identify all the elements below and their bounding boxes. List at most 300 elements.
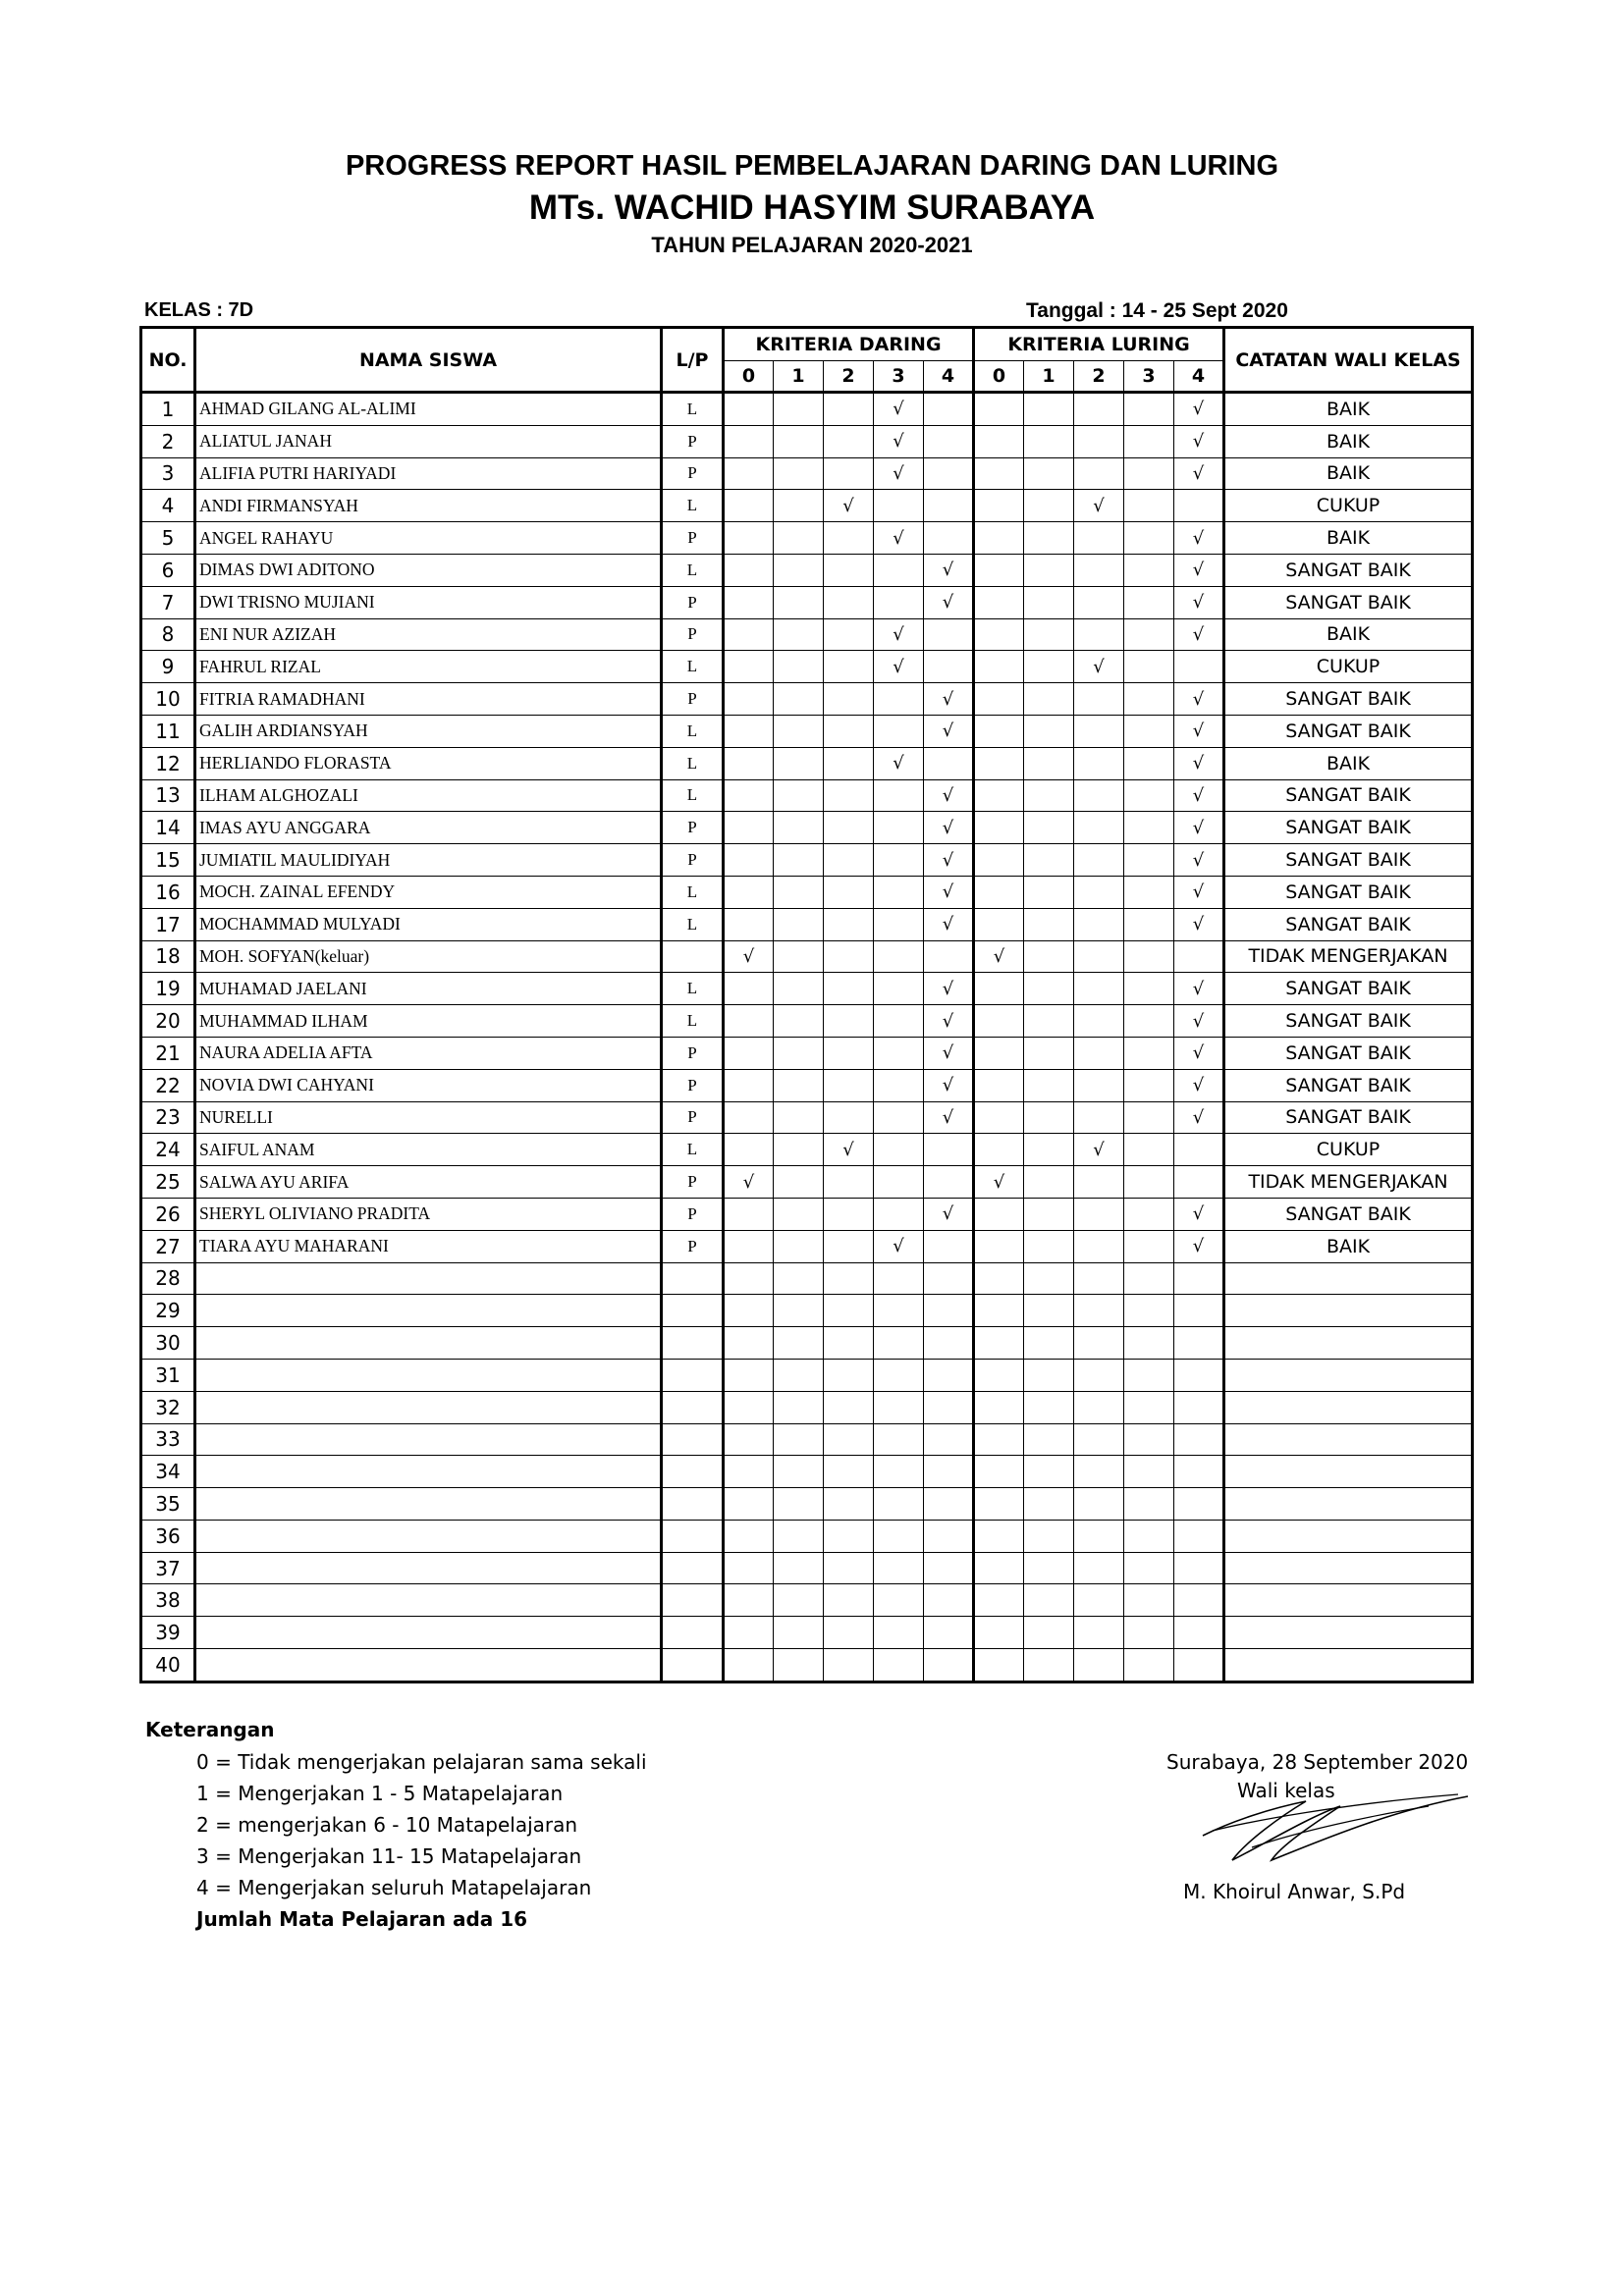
luring-level-3-cell — [1124, 1262, 1174, 1295]
table-row — [141, 586, 1473, 618]
daring-level-3-cell — [874, 779, 924, 812]
wali-kelas-note: BAIK — [1224, 1230, 1473, 1262]
table-row — [141, 1166, 1473, 1199]
daring-level-2-cell — [824, 940, 874, 973]
luring-check-mark: √ — [1174, 554, 1224, 586]
daring-level-0-cell — [724, 586, 774, 618]
legend-item-4: 4 = Mengerjakan seluruh Matapelajaran — [196, 1876, 592, 1899]
daring-level-2-cell — [824, 1262, 874, 1295]
daring-level-4-cell — [924, 425, 974, 457]
luring-level-1-cell — [1024, 618, 1074, 651]
daring-level-0-cell — [724, 425, 774, 457]
luring-level-1-cell — [1024, 1649, 1074, 1682]
gender: L — [662, 651, 724, 683]
daring-level-0-cell — [724, 876, 774, 908]
daring-level-1-cell — [774, 940, 824, 973]
daring-check-mark: √ — [874, 522, 924, 555]
daring-level-4-cell — [924, 1520, 974, 1552]
luring-level-2-cell — [1074, 1488, 1124, 1521]
table-row — [141, 457, 1473, 490]
luring-level-0-cell — [974, 715, 1024, 747]
luring-level-3-cell — [1124, 1037, 1174, 1069]
student-name — [195, 1359, 662, 1391]
daring-check-mark: √ — [924, 554, 974, 586]
daring-level-0-cell — [724, 1456, 774, 1488]
row-number: 22 — [141, 1069, 195, 1101]
daring-check-mark: √ — [824, 1134, 874, 1166]
luring-level-1-cell — [1024, 1134, 1074, 1166]
header-catatan: CATATAN WALI KELAS — [1224, 328, 1473, 393]
daring-level-0-cell — [724, 747, 774, 779]
gender: P — [662, 844, 724, 877]
student-name: NURELLI — [195, 1101, 662, 1134]
luring-level-0-cell — [974, 393, 1024, 426]
student-name — [195, 1488, 662, 1521]
luring-level-3-cell — [1124, 393, 1174, 426]
daring-level-3-cell — [874, 1456, 924, 1488]
row-number: 36 — [141, 1520, 195, 1552]
daring-level-3-cell — [874, 1005, 924, 1038]
daring-check-mark: √ — [874, 425, 924, 457]
luring-level-0-cell — [974, 1198, 1024, 1230]
luring-level-3-cell — [1124, 586, 1174, 618]
student-name: ALIFIA PUTRI HARIYADI — [195, 457, 662, 490]
daring-level-2-cell — [824, 1617, 874, 1649]
daring-check-mark: √ — [874, 393, 924, 426]
luring-level-0-cell — [974, 586, 1024, 618]
row-number: 11 — [141, 715, 195, 747]
table-row — [141, 908, 1473, 940]
daring-level-1-cell — [774, 683, 824, 716]
luring-check-mark: √ — [1174, 812, 1224, 844]
student-name: SAIFUL ANAM — [195, 1134, 662, 1166]
daring-level-1-cell — [774, 1037, 824, 1069]
luring-level-0-cell — [974, 522, 1024, 555]
gender — [662, 1327, 724, 1360]
daring-level-4-cell — [924, 1166, 974, 1199]
luring-level-0-cell — [974, 1101, 1024, 1134]
row-number: 12 — [141, 747, 195, 779]
luring-level-3-cell — [1124, 457, 1174, 490]
row-number: 17 — [141, 908, 195, 940]
luring-level-1-cell — [1024, 1166, 1074, 1199]
daring-check-mark: √ — [924, 844, 974, 877]
luring-check-mark: √ — [974, 1166, 1024, 1199]
daring-level-4-cell — [924, 1230, 974, 1262]
daring-level-1-cell — [774, 1488, 824, 1521]
daring-level-0-cell — [724, 618, 774, 651]
luring-level-3-cell — [1124, 1166, 1174, 1199]
daring-level-1-cell — [774, 1005, 824, 1038]
wali-kelas-note: SANGAT BAIK — [1224, 973, 1473, 1005]
header-lp: L/P — [662, 328, 724, 393]
luring-level-0-cell — [974, 1488, 1024, 1521]
daring-level-1-cell — [774, 1166, 824, 1199]
luring-level-1-cell — [1024, 1262, 1074, 1295]
luring-level-2-cell — [1074, 812, 1124, 844]
luring-level-2-cell — [1074, 1166, 1124, 1199]
gender: L — [662, 973, 724, 1005]
row-number: 26 — [141, 1198, 195, 1230]
signature-icon — [1193, 1787, 1473, 1875]
luring-level-0-cell — [974, 457, 1024, 490]
daring-level-0-cell — [724, 812, 774, 844]
daring-level-0-cell — [724, 522, 774, 555]
daring-level-3-cell — [874, 1295, 924, 1327]
table-row — [141, 651, 1473, 683]
daring-check-mark: √ — [874, 618, 924, 651]
daring-level-2-cell — [824, 908, 874, 940]
daring-level-3-cell — [874, 1423, 924, 1456]
row-number: 10 — [141, 683, 195, 716]
luring-level-2-cell — [1074, 1617, 1124, 1649]
luring-level-1-cell — [1024, 586, 1074, 618]
row-number: 27 — [141, 1230, 195, 1262]
daring-level-1-cell — [774, 1391, 824, 1423]
luring-level-3-cell — [1124, 1327, 1174, 1360]
table-row — [141, 1134, 1473, 1166]
luring-check-mark: √ — [1174, 1037, 1224, 1069]
daring-level-3-cell — [874, 812, 924, 844]
daring-level-1-cell — [774, 618, 824, 651]
student-name — [195, 1262, 662, 1295]
luring-level-2-cell — [1074, 1327, 1124, 1360]
daring-level-0-cell — [724, 683, 774, 716]
daring-level-3-cell — [874, 1617, 924, 1649]
wali-kelas-note: SANGAT BAIK — [1224, 844, 1473, 877]
wali-kelas-note — [1224, 1552, 1473, 1584]
daring-check-mark: √ — [924, 1037, 974, 1069]
daring-level-0-cell — [724, 1295, 774, 1327]
luring-level-0-cell — [974, 973, 1024, 1005]
luring-level-2-cell — [1074, 554, 1124, 586]
daring-level-0-cell — [724, 715, 774, 747]
daring-level-2-cell — [824, 393, 874, 426]
daring-level-2-cell — [824, 1198, 874, 1230]
luring-level-2-cell — [1074, 1262, 1124, 1295]
luring-level-4-cell — [1174, 1552, 1224, 1584]
luring-level-4-cell — [1174, 1584, 1224, 1617]
daring-level-1-cell — [774, 715, 824, 747]
row-number: 23 — [141, 1101, 195, 1134]
luring-level-1-cell — [1024, 1584, 1074, 1617]
table-row — [141, 1552, 1473, 1584]
luring-level-2-cell — [1074, 1649, 1124, 1682]
legend-item-2: 2 = mengerjakan 6 - 10 Matapelajaran — [196, 1813, 578, 1837]
header-nama: NAMA SISWA — [195, 328, 662, 393]
daring-level-0-cell — [724, 1584, 774, 1617]
header-no: NO. — [141, 328, 195, 393]
luring-level-1-cell — [1024, 1359, 1074, 1391]
luring-level-2-cell — [1074, 425, 1124, 457]
wali-kelas-note: CUKUP — [1224, 490, 1473, 522]
daring-level-2-cell — [824, 1327, 874, 1360]
header-kriteria-daring: KRITERIA DARING — [724, 328, 974, 361]
daring-level-3-cell — [874, 1649, 924, 1682]
row-number: 39 — [141, 1617, 195, 1649]
table-row — [141, 973, 1473, 1005]
wali-kelas-note — [1224, 1617, 1473, 1649]
luring-level-4-cell — [1174, 1391, 1224, 1423]
daring-level-4-cell — [924, 1552, 974, 1584]
daring-level-1-cell — [774, 908, 824, 940]
student-name — [195, 1552, 662, 1584]
student-name: ANDI FIRMANSYAH — [195, 490, 662, 522]
daring-level-1-cell — [774, 747, 824, 779]
luring-level-3-cell — [1124, 1391, 1174, 1423]
daring-level-3-cell — [874, 1488, 924, 1521]
luring-level-2-cell — [1074, 1295, 1124, 1327]
luring-level-4-cell — [1174, 1327, 1224, 1360]
daring-level-3-cell — [874, 554, 924, 586]
luring-level-1-cell — [1024, 715, 1074, 747]
daring-level-2-cell — [824, 1166, 874, 1199]
daring-level-0-cell — [724, 1069, 774, 1101]
header-luring-level-1: 1 — [1024, 361, 1074, 393]
daring-level-4-cell — [924, 1649, 974, 1682]
luring-level-0-cell — [974, 1262, 1024, 1295]
daring-level-1-cell — [774, 457, 824, 490]
student-name — [195, 1295, 662, 1327]
luring-level-3-cell — [1124, 1520, 1174, 1552]
gender: P — [662, 1069, 724, 1101]
table-row — [141, 1423, 1473, 1456]
daring-level-3-cell — [874, 1391, 924, 1423]
luring-check-mark: √ — [1174, 425, 1224, 457]
luring-level-0-cell — [974, 1584, 1024, 1617]
header-daring-level-3: 3 — [874, 361, 924, 393]
gender: P — [662, 618, 724, 651]
gender: L — [662, 1005, 724, 1038]
daring-level-0-cell — [724, 1101, 774, 1134]
row-number: 35 — [141, 1488, 195, 1521]
daring-level-2-cell — [824, 1295, 874, 1327]
luring-level-0-cell — [974, 1037, 1024, 1069]
daring-level-1-cell — [774, 1552, 824, 1584]
daring-level-0-cell — [724, 973, 774, 1005]
wali-kelas-note: BAIK — [1224, 618, 1473, 651]
daring-level-4-cell — [924, 522, 974, 555]
daring-level-4-cell — [924, 1423, 974, 1456]
luring-level-2-cell — [1074, 1037, 1124, 1069]
luring-level-4-cell — [1174, 1456, 1224, 1488]
daring-level-1-cell — [774, 490, 824, 522]
daring-level-4-cell — [924, 618, 974, 651]
luring-level-2-cell — [1074, 1069, 1124, 1101]
student-name: MOCH. ZAINAL EFENDY — [195, 876, 662, 908]
luring-level-3-cell — [1124, 876, 1174, 908]
gender: L — [662, 715, 724, 747]
luring-level-4-cell — [1174, 1649, 1224, 1682]
daring-level-1-cell — [774, 1423, 824, 1456]
row-number: 4 — [141, 490, 195, 522]
table-row — [141, 522, 1473, 555]
luring-check-mark: √ — [1174, 1230, 1224, 1262]
student-name: SHERYL OLIVIANO PRADITA — [195, 1198, 662, 1230]
daring-level-1-cell — [774, 586, 824, 618]
row-number: 34 — [141, 1456, 195, 1488]
row-number: 15 — [141, 844, 195, 877]
daring-check-mark: √ — [924, 586, 974, 618]
luring-level-2-cell — [1074, 1584, 1124, 1617]
daring-level-0-cell — [724, 844, 774, 877]
wali-kelas-note — [1224, 1456, 1473, 1488]
luring-level-0-cell — [974, 1005, 1024, 1038]
row-number: 40 — [141, 1649, 195, 1682]
daring-check-mark: √ — [924, 779, 974, 812]
wali-kelas-note: SANGAT BAIK — [1224, 1101, 1473, 1134]
luring-level-1-cell — [1024, 1230, 1074, 1262]
luring-level-1-cell — [1024, 779, 1074, 812]
luring-level-1-cell — [1024, 1423, 1074, 1456]
student-name — [195, 1649, 662, 1682]
luring-level-4-cell — [1174, 1359, 1224, 1391]
daring-level-1-cell — [774, 1198, 824, 1230]
header-kriteria-luring: KRITERIA LURING — [974, 328, 1224, 361]
luring-check-mark: √ — [1174, 1005, 1224, 1038]
daring-level-4-cell — [924, 1617, 974, 1649]
daring-level-2-cell — [824, 1488, 874, 1521]
luring-level-0-cell — [974, 1617, 1024, 1649]
luring-level-1-cell — [1024, 747, 1074, 779]
luring-level-4-cell — [1174, 1520, 1224, 1552]
wali-kelas-note — [1224, 1359, 1473, 1391]
daring-level-1-cell — [774, 425, 824, 457]
daring-level-2-cell — [824, 973, 874, 1005]
daring-level-2-cell — [824, 1037, 874, 1069]
gender: P — [662, 1230, 724, 1262]
daring-level-2-cell — [824, 1359, 874, 1391]
luring-level-3-cell — [1124, 940, 1174, 973]
luring-level-1-cell — [1024, 1391, 1074, 1423]
luring-level-0-cell — [974, 1456, 1024, 1488]
school-name: MTs. WACHID HASYIM SURABAYA — [528, 188, 1096, 227]
daring-level-3-cell — [874, 876, 924, 908]
luring-level-2-cell — [1074, 1005, 1124, 1038]
daring-level-3-cell — [874, 1198, 924, 1230]
daring-level-0-cell — [724, 1520, 774, 1552]
daring-level-4-cell — [924, 490, 974, 522]
luring-level-2-cell — [1074, 940, 1124, 973]
gender: L — [662, 393, 724, 426]
student-name — [195, 1617, 662, 1649]
luring-level-1-cell — [1024, 1069, 1074, 1101]
table-row — [141, 1037, 1473, 1069]
table-row — [141, 1520, 1473, 1552]
luring-level-2-cell — [1074, 908, 1124, 940]
header-luring-level-3: 3 — [1124, 361, 1174, 393]
wali-kelas-note: CUKUP — [1224, 651, 1473, 683]
student-name: IMAS AYU ANGGARA — [195, 812, 662, 844]
luring-level-3-cell — [1124, 1617, 1174, 1649]
daring-level-0-cell — [724, 1359, 774, 1391]
luring-level-2-cell — [1074, 586, 1124, 618]
row-number: 29 — [141, 1295, 195, 1327]
daring-level-2-cell — [824, 1391, 874, 1423]
wali-kelas-note: TIDAK MENGERJAKAN — [1224, 940, 1473, 973]
wali-kelas-note: BAIK — [1224, 522, 1473, 555]
gender: P — [662, 812, 724, 844]
luring-level-3-cell — [1124, 1488, 1174, 1521]
daring-level-2-cell — [824, 1069, 874, 1101]
luring-level-2-cell — [1074, 1391, 1124, 1423]
gender: L — [662, 490, 724, 522]
luring-level-2-cell — [1074, 1423, 1124, 1456]
table-row — [141, 747, 1473, 779]
daring-level-2-cell — [824, 425, 874, 457]
academic-year: TAHUN PELAJARAN 2020-2021 — [651, 233, 973, 257]
daring-level-2-cell — [824, 876, 874, 908]
table-row — [141, 1327, 1473, 1360]
table-row — [141, 1456, 1473, 1488]
row-number: 32 — [141, 1391, 195, 1423]
luring-level-0-cell — [974, 1552, 1024, 1584]
luring-level-1-cell — [1024, 1327, 1074, 1360]
luring-level-2-cell — [1074, 715, 1124, 747]
daring-level-4-cell — [924, 1327, 974, 1360]
daring-level-1-cell — [774, 554, 824, 586]
student-name — [195, 1423, 662, 1456]
daring-level-3-cell — [874, 1359, 924, 1391]
luring-check-mark: √ — [1174, 973, 1224, 1005]
table-row — [141, 490, 1473, 522]
luring-check-mark: √ — [1074, 651, 1124, 683]
wali-kelas-note: SANGAT BAIK — [1224, 779, 1473, 812]
daring-level-0-cell — [724, 1005, 774, 1038]
wali-kelas-note — [1224, 1649, 1473, 1682]
table-row — [141, 1005, 1473, 1038]
luring-level-3-cell — [1124, 715, 1174, 747]
daring-level-3-cell — [874, 1552, 924, 1584]
luring-check-mark: √ — [1174, 876, 1224, 908]
luring-check-mark: √ — [1174, 586, 1224, 618]
daring-level-1-cell — [774, 1262, 824, 1295]
daring-level-2-cell — [824, 1423, 874, 1456]
daring-level-3-cell — [874, 1134, 924, 1166]
luring-level-3-cell — [1124, 1423, 1174, 1456]
daring-level-0-cell — [724, 1423, 774, 1456]
gender: P — [662, 586, 724, 618]
gender: L — [662, 908, 724, 940]
daring-level-1-cell — [774, 1101, 824, 1134]
daring-level-3-cell — [874, 940, 924, 973]
signature-role: Wali kelas — [1237, 1779, 1335, 1802]
wali-kelas-note: SANGAT BAIK — [1224, 715, 1473, 747]
luring-level-2-cell — [1074, 683, 1124, 716]
daring-level-3-cell — [874, 1584, 924, 1617]
gender — [662, 1262, 724, 1295]
luring-check-mark: √ — [1174, 908, 1224, 940]
row-number: 2 — [141, 425, 195, 457]
daring-level-0-cell — [724, 908, 774, 940]
daring-level-4-cell — [924, 651, 974, 683]
gender — [662, 1584, 724, 1617]
luring-level-2-cell — [1074, 1230, 1124, 1262]
luring-level-1-cell — [1024, 1101, 1074, 1134]
legend-item-1: 1 = Mengerjakan 1 - 5 Matapelajaran — [196, 1782, 564, 1805]
luring-level-4-cell — [1174, 1166, 1224, 1199]
luring-level-1-cell — [1024, 490, 1074, 522]
row-number: 1 — [141, 393, 195, 426]
luring-level-0-cell — [974, 876, 1024, 908]
luring-level-3-cell — [1124, 490, 1174, 522]
student-name: ILHAM ALGHOZALI — [195, 779, 662, 812]
daring-level-2-cell — [824, 683, 874, 716]
daring-check-mark: √ — [924, 876, 974, 908]
gender: P — [662, 457, 724, 490]
luring-level-1-cell — [1024, 844, 1074, 877]
table-row — [141, 554, 1473, 586]
